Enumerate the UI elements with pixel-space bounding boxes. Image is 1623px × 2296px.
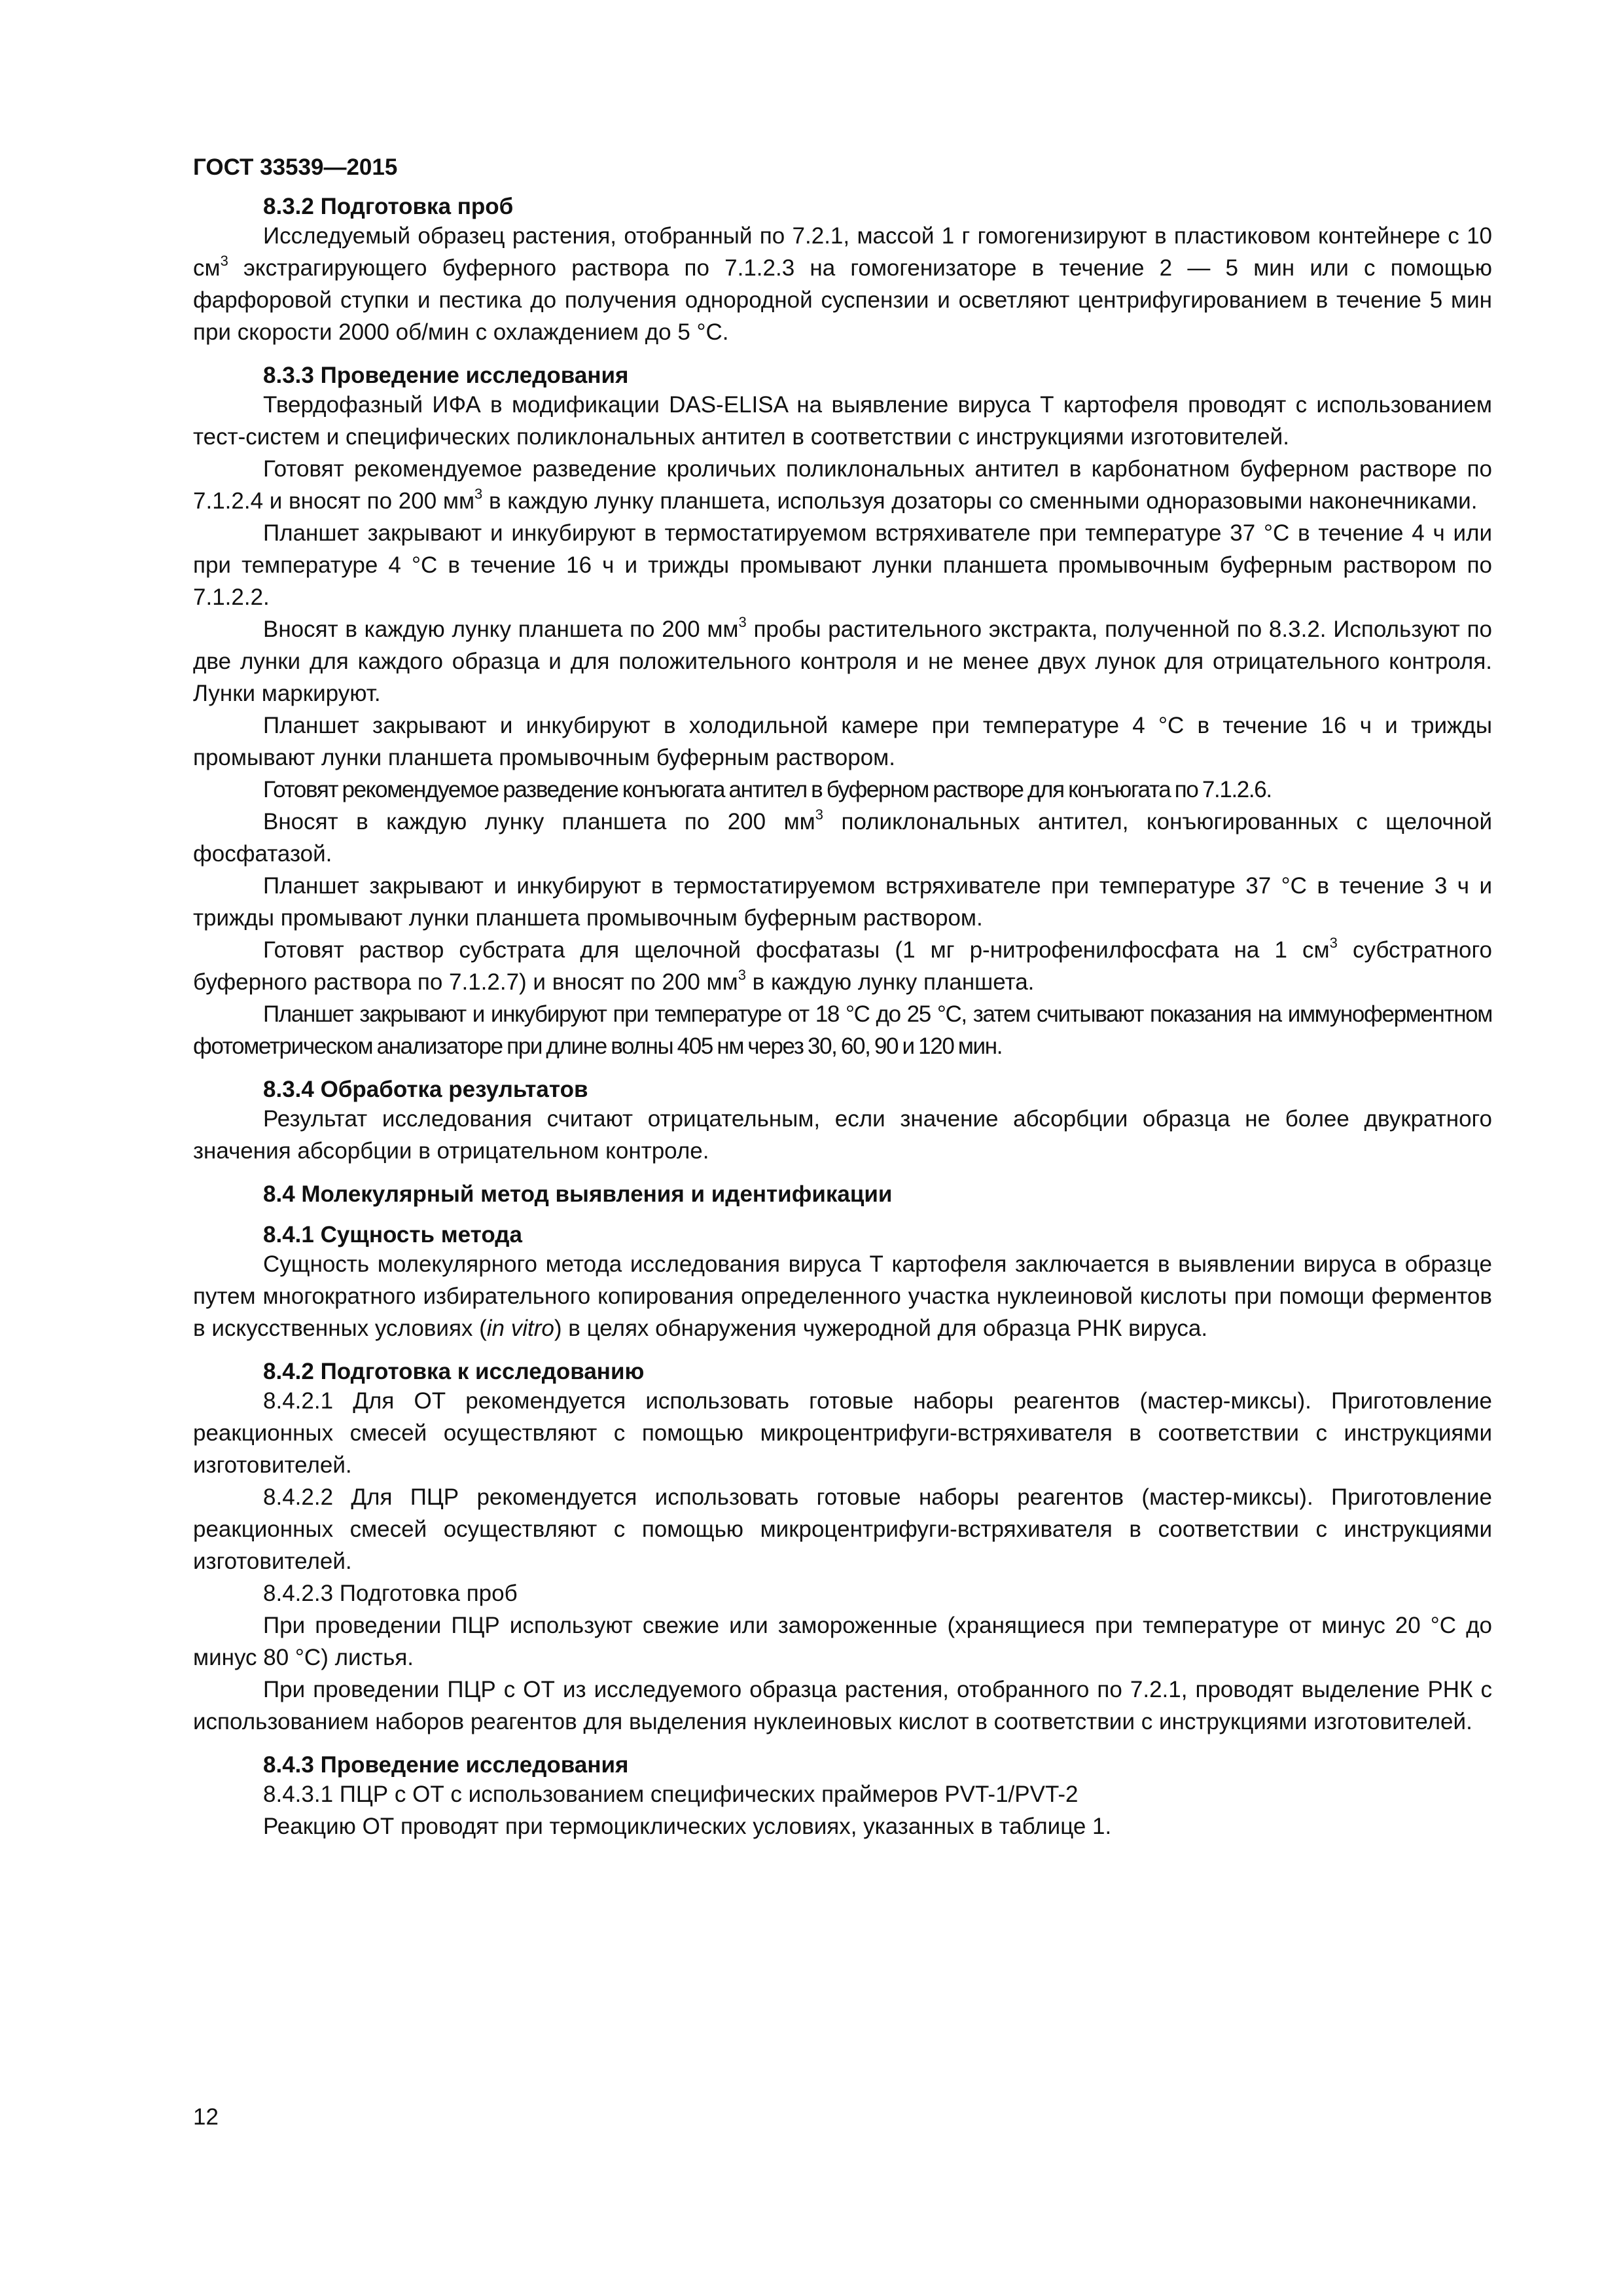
paragraph: 8.4.3.1 ПЦР с ОТ с использованием специфических праймеров PVT-1/PVT-2 [263,1782,1079,1807]
section-heading-8-4-1: 8.4.1 Сущность метода [263,1222,522,1247]
paragraph: Готовят раствор субстрата для щелочной фосфатазы (1 мг р-нитрофенилфосфата на 1 $см^3$ субстратного буферного раствора по 7.1.2.7) и вносят по 200 $мм^3$ в каждую лунку планшета. [193,935,1492,995]
section-heading-8-3-2: 8.3.2 Подготовка проб [263,194,514,219]
paragraph: Вносят в каждую лунку планшета по 200 $мм^3$ поликлональных антител, конъюгированных с щелочной фосфатазой. [193,806,1492,867]
section-heading-8-3-3: 8.3.3 Проведение исследования [263,363,629,388]
paragraph: 8.4.2.2 Для ПЦР рекомендуется использовать готовые наборы реагентов (мастер-миксы). Приготовление реакционных смесей осуществляют с помощью микроцентрифуги-встряхивателя в соответствии с инструкциями изготовителей. [193,1484,1492,1574]
paragraph: Результат исследования считают отрицательным, если значение абсорбции образца не более двукратного значения абсорбции в отрицательном контроле. [193,1106,1492,1164]
paragraph: Готовят рекомендуемое разведение кроличьих поликлональных антител в карбонатном буферном растворе по 7.1.2.4 и вносят по 200 $мм^3$ в каждую лунку планшета, используя дозаторы со сменными одноразовыми наконечниками. [193,456,1492,514]
section-heading-8-4-2: 8.4.2 Подготовка к исследованию [263,1359,645,1384]
paragraph: Планшет закрывают и инкубируют в холодильной камере при температуре 4 °С в течение 16 ч и трижды промывают лунки планшета промывочным буферным раствором. [193,713,1492,770]
page-number: 12 [193,2104,219,2130]
paragraph: Исследуемый образец растения, отобранный по 7.2.1, массой 1 г гомогенизируют в пластиковом контейнере с 10 $см^3$ экстрагирующего буферного раствора по 7.1.2.3 на гомогенизаторе в течение 2 — 5 мин или с помощью фарфоровой ступки и пестика до получения однородной суспензии и осветляют центрифугированием в течение 5 мин при скорости 2000 об/мин с охлаждением до 5 °С. [193,223,1492,345]
section-heading-8-3-4: 8.3.4 Обработка результатов [263,1077,588,1102]
paragraph: Твердофазный ИФА в модификации DAS-ELISA на выявление вируса Т картофеля проводят с использованием тест-систем и специфических поликлональных антител в соответствии с инструкциями изготовителей. [193,392,1492,450]
paragraph: Готовят рекомендуемое разведение конъюгата антител в буферном растворе для конъюгата по 7.1.2.6. [263,777,1272,802]
section-heading-8-4: 8.4 Молекулярный метод выявления и идентификации [263,1181,893,1207]
document-page [193,154,1492,1842]
paragraph: Вносят в каждую лунку планшета по 200 $мм^3$ пробы растительного экстракта, полученной по 8.3.2. Используют по две лунки для каждого образца и для положительного контроля и не менее двух лунок для отрицательного контроля. Лунки маркируют. [193,614,1492,706]
paragraph: Планшет закрывают и инкубируют при температуре от 18 °С до 25 °С, затем считывают показания на иммуноферментном фотометрическом анализаторе при длине волны 405 нм через 30, 60, 90 и 120 мин. [193,1001,1492,1059]
paragraph: При проведении ПЦР используют свежие или замороженные (хранящиеся при температуре от минус 20 °С до минус 80 °С) листья. [193,1613,1492,1670]
paragraph: 8.4.2.3 Подготовка проб [263,1581,518,1606]
paragraph: Реакцию ОТ проводят при термоциклических условиях, указанных в таблице 1. [263,1814,1112,1839]
paragraph: Сущность молекулярного метода исследования вируса Т картофеля заключается в выявлении вируса в образце путем многократного избирательного копирования определенного участка нуклеиновой кислоты при помощи ферментов в искусственных условиях (in vitro) в целях обнаружения чужеродной для образца РНК вируса. [193,1251,1492,1341]
document-code: ГОСТ 33539—2015 [193,154,398,180]
paragraph: 8.4.2.1 Для ОТ рекомендуется использовать готовые наборы реагентов (мастер-миксы). Приготовление реакционных смесей осуществляют с помощью микроцентрифуги-встряхивателя в соответствии с инструкциями изготовителей. [193,1388,1492,1478]
paragraph: Планшет закрывают и инкубируют в термостатируемом встряхивателе при температуре 37 °С в течение 4 ч или при температуре 4 °С в течение 16 ч и трижды промывают лунки планшета промывочным буферным раствором по 7.1.2.2. [193,520,1492,610]
section-heading-8-4-3: 8.4.3 Проведение исследования [263,1752,629,1778]
paragraph: При проведении ПЦР с ОТ из исследуемого образца растения, отобранного по 7.2.1, проводят выделение РНК с использованием наборов реагентов для выделения нуклеиновых кислот в соответствии с инструкциями изготовителей. [193,1677,1492,1734]
paragraph: Планшет закрывают и инкубируют в термостатируемом встряхивателе при температуре 37 °С в течение 3 ч и трижды промывают лунки планшета промывочным буферным раствором. [193,873,1492,931]
